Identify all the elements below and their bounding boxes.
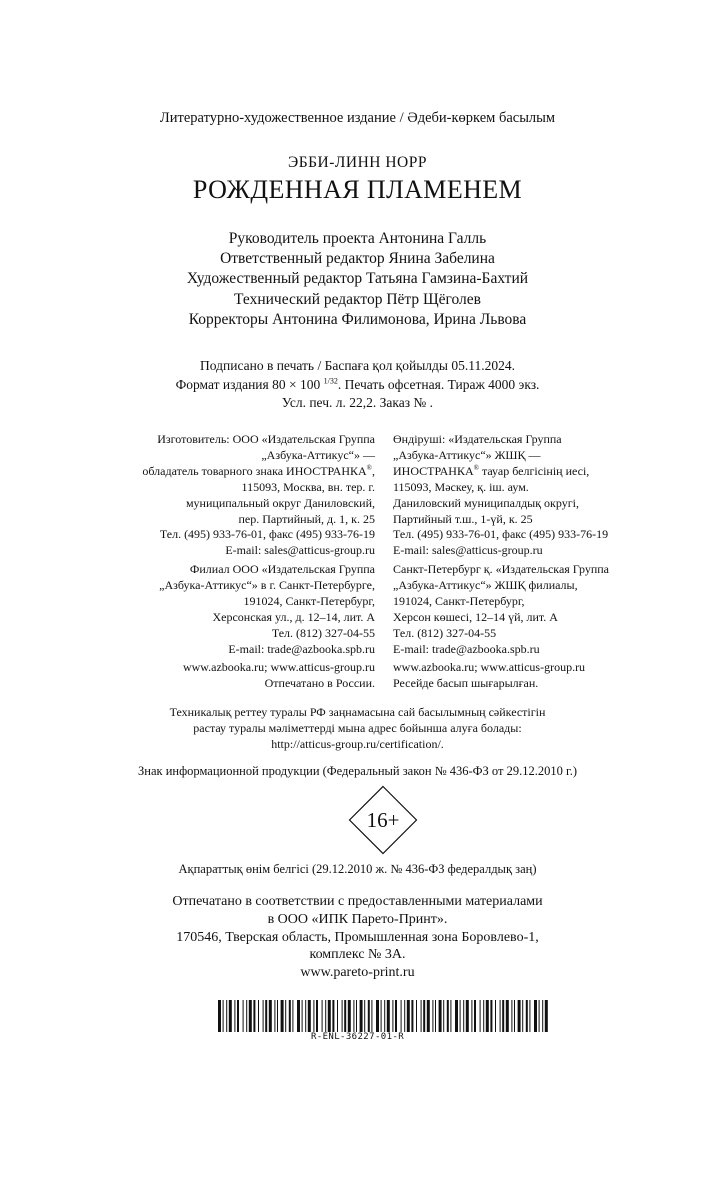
barcode-bar [348, 1000, 351, 1032]
manufacturer-ru-trademark: обладатель товарного знака ИНОСТРАНКА®, [142, 463, 375, 478]
branch-kz-line: 191024, Санкт-Петербург, [393, 593, 525, 608]
printer-block [0, 893, 715, 982]
barcode-bar [325, 1000, 326, 1032]
printed-in: Ресейде басып шығарылған. [393, 675, 539, 690]
genre-line: Литературно-художественное издание / Әдеби-көркем басылым [159, 110, 556, 126]
barcode-bar [423, 1000, 425, 1032]
barcode-bar [223, 1000, 224, 1032]
credit-line: Корректоры Антонина Филимонова, Ирина Львова [188, 310, 527, 328]
printer-line: Отпечатано в соответствии с предоставленными материалами [172, 894, 543, 909]
manufacturer-kz-line: Партийный т.ш., 1-үй, к. 25 [393, 511, 533, 526]
barcode-text: R-ENL-36227-01-R [310, 1032, 405, 1042]
branch-ru [90, 562, 375, 657]
barcode-bar [545, 1000, 548, 1032]
barcode-bar [342, 1000, 343, 1032]
barcode-bar [305, 1000, 306, 1032]
format-suffix: . Печать офсетная. Тираж 4000 экз. [337, 376, 540, 392]
book-title: РОЖДЕННАЯ ПЛАМЕНЕМ [192, 175, 523, 204]
barcode-bar [376, 1000, 379, 1032]
barcode-bar [529, 1000, 530, 1032]
printer-url: www.pareto-print.ru [300, 965, 415, 981]
manufacturer-kz-trademark: ИНОСТРАНКА® тауар белгісінің иесі, [393, 463, 590, 478]
barcode-bar [526, 1000, 528, 1032]
barcode-bar [332, 1000, 334, 1032]
websites: www.azbooka.ru; www.atticus-group.ru [182, 660, 375, 674]
manufacturer-ru-line: „Азбука-Аттикус“» — [261, 447, 375, 462]
branch-kz-phone: Тел. (812) 327-04-55 [393, 625, 497, 640]
barcode-bar [395, 1000, 397, 1032]
barcode-bar [356, 1000, 357, 1032]
barcode-bar [384, 1000, 385, 1032]
barcode-bar [392, 1000, 393, 1032]
format-line [0, 376, 715, 395]
barcode-bar [455, 1000, 458, 1032]
barcode-bar [486, 1000, 489, 1032]
registered-mark: ® [473, 463, 479, 472]
signed-date: Подписано в печать / Баспаға қол қойылды 05.11.2024. [200, 358, 515, 373]
barcode-bar [265, 1000, 267, 1032]
barcode-bar [450, 1000, 451, 1032]
branch-kz-email: E-mail: trade@azbooka.spb.ru [393, 641, 540, 656]
credits-block [0, 229, 715, 330]
branch-kz-line: Санкт-Петербург қ. «Издательская Группа [393, 562, 609, 576]
barcode-bar [460, 1000, 461, 1032]
barcode-bar [439, 1000, 442, 1032]
manufacturer-ru [90, 432, 375, 559]
barcode-bar [337, 1000, 338, 1032]
barcode-bar [542, 1000, 543, 1032]
info-sign-note: Знак информационной продукции (Федеральный закон № 436-ФЗ от 29.12.2010 г.) [138, 764, 577, 778]
manufacturer-kz-line: Өндіруші: «Издательская Группа [393, 432, 562, 446]
barcode-bar [297, 1000, 300, 1032]
credit-line: Художественный редактор Татьяна Гамзина-Бахтий [186, 270, 529, 288]
barcode-bar [534, 1000, 537, 1032]
barcode-bar [471, 1000, 472, 1032]
barcode-bar [427, 1000, 430, 1032]
manufacturer-ru-phone: Тел. (495) 933-76-01, факс (495) 933-76-19 [159, 527, 375, 542]
manufacturer-ru-line: муниципальный округ Даниловский, [185, 495, 375, 510]
certification-note [0, 705, 715, 752]
barcode-bar [421, 1000, 422, 1032]
manufacturer-kz-line: 115093, Мәскеу, қ. іш. аум. [393, 479, 529, 494]
manufacturer-ru-line: пер. Партийный, д. 1, к. 25 [238, 511, 375, 526]
barcode-bar [353, 1000, 354, 1032]
barcode-bar [344, 1000, 346, 1032]
barcode-bar [500, 1000, 501, 1032]
barcode-bar [285, 1000, 286, 1032]
web-kz [393, 660, 693, 692]
branch-kz-line: „Азбука-Аттикус“» ЖШҚ филиалы, [393, 577, 578, 592]
branch-kz-line: Херсон көшесі, 12–14 үй, лит. А [393, 609, 558, 624]
barcode-bar [466, 1000, 469, 1032]
barcode-bar [411, 1000, 413, 1032]
branch-ru-line: „Азбука-Аттикус“» в г. Санкт-Петербурге, [159, 577, 375, 592]
websites: www.azbooka.ru; www.atticus-group.ru [393, 660, 586, 674]
barcode-bar [237, 1000, 239, 1032]
barcode-bar [368, 1000, 370, 1032]
manufacturer-kz-phone: Тел. (495) 933-76-01, факс (495) 933-76-19 [393, 527, 609, 542]
web-ru [90, 660, 375, 692]
barcode-bar [447, 1000, 449, 1032]
barcode-bar [490, 1000, 492, 1032]
barcode-bar [277, 1000, 278, 1032]
barcode-bar [483, 1000, 484, 1032]
branch-kz [393, 562, 693, 657]
sheets-order: Усл. печ. л. 22,2. Заказ № . [281, 395, 434, 410]
barcode-bar [522, 1000, 523, 1032]
barcode-bar [511, 1000, 512, 1032]
barcode-bar [387, 1000, 390, 1032]
barcode-bar [416, 1000, 417, 1032]
barcode-bar [443, 1000, 444, 1032]
barcode-bar [249, 1000, 252, 1032]
branch-ru-line: Филиал ООО «Издательская Группа [189, 562, 375, 576]
credit-line: Ответственный редактор Янина Забелина [220, 250, 495, 268]
credit-line: Технический редактор Пётр Щёголев [234, 290, 481, 308]
barcode-bar [316, 1000, 318, 1032]
barcode-bar [281, 1000, 284, 1032]
barcode-bar [463, 1000, 464, 1032]
barcode-bar [269, 1000, 272, 1032]
barcode-bar [432, 1000, 433, 1032]
branch-ru-phone: Тел. (812) 327-04-55 [271, 625, 375, 640]
certification-url: http://atticus-group.ru/certification/. [271, 736, 444, 751]
info-sign-kz: Ақпараттық өнім белгісі (29.12.2010 ж. № 436-ФЗ федералдық заң) [178, 862, 537, 876]
barcode-bar [234, 1000, 235, 1032]
barcode-bar [302, 1000, 303, 1032]
branch-ru-email: E-mail: trade@azbooka.spb.ru [228, 641, 375, 656]
manufacturer-ru-email: E-mail: sales@atticus-group.ru [225, 543, 375, 558]
barcode-bar [226, 1000, 227, 1032]
manufacturer-ru-line: 115093, Москва, вн. тер. г. [241, 479, 375, 494]
barcode-bar [243, 1000, 244, 1032]
barcode-bar [518, 1000, 521, 1032]
age-rating: 16+ [366, 807, 400, 832]
barcode-bar [322, 1000, 323, 1032]
manufacturer-kz-line: Даниловский муниципалдық округі, [393, 495, 579, 510]
barcode-bar [502, 1000, 504, 1032]
registered-mark: ® [366, 463, 372, 472]
barcode-bar [263, 1000, 264, 1032]
format-prefix: Формат издания 80 × 100 [175, 376, 324, 392]
printer-line: комплекс № 3А. [309, 947, 406, 963]
barcode-bar [328, 1000, 331, 1032]
barcode-bar [253, 1000, 255, 1032]
barcode-bar [246, 1000, 247, 1032]
barcode-bar [539, 1000, 540, 1032]
barcode-bar [506, 1000, 509, 1032]
barcode-bar [480, 1000, 481, 1032]
author-name: ЭББИ-ЛИНН НОРР [288, 154, 427, 171]
certification-line: растау туралы мәліметтерді мына адрес бойынша алуға болады: [193, 720, 522, 735]
barcode-bar [313, 1000, 314, 1032]
barcode-bar [218, 1000, 221, 1032]
barcode-bar [407, 1000, 410, 1032]
barcode-bar [292, 1000, 293, 1032]
manufacturer-kz-email: E-mail: sales@atticus-group.ru [393, 543, 543, 558]
barcode-bar [360, 1000, 363, 1032]
barcode-bar [435, 1000, 436, 1032]
barcode-image [218, 1000, 548, 1032]
print-info-block [0, 357, 715, 413]
barcode-bar [289, 1000, 291, 1032]
barcode-bar [258, 1000, 259, 1032]
barcode-bar [404, 1000, 405, 1032]
barcode-bar [401, 1000, 402, 1032]
credit-line: Руководитель проекта Антонина Галль [228, 230, 487, 247]
barcode-bar [514, 1000, 515, 1032]
printer-line: 170546, Тверская область, Промышленная зона Боровлево-1, [176, 929, 539, 945]
barcode-bar [474, 1000, 476, 1032]
format-fraction: 1/32 [323, 376, 338, 385]
manufacturer-kz [393, 432, 693, 559]
age-rating-badge [348, 785, 418, 855]
certification-line: Техникалық реттеу туралы РФ заңнамасына сай басылымның сәйкестігін [169, 705, 546, 719]
manufacturer-kz-line: „Азбука-Аттикус“» ЖШҚ — [393, 447, 541, 462]
barcode-bar [495, 1000, 496, 1032]
printed-in: Отпечатано в России. [264, 675, 375, 690]
barcode-bar [371, 1000, 372, 1032]
barcode-bar [229, 1000, 232, 1032]
branch-ru-line: Херсонская ул., д. 12–14, лит. А [212, 609, 375, 624]
barcode-bar [274, 1000, 275, 1032]
barcode-bar [308, 1000, 311, 1032]
barcode-bar [364, 1000, 365, 1032]
branch-ru-line: 191024, Санкт-Петербург, [243, 593, 375, 608]
manufacturer-ru-line: Изготовитель: ООО «Издательская Группа [157, 432, 375, 446]
printer-line: в ООО «ИПК Парето-Принт». [267, 911, 448, 927]
barcode-bar [381, 1000, 382, 1032]
